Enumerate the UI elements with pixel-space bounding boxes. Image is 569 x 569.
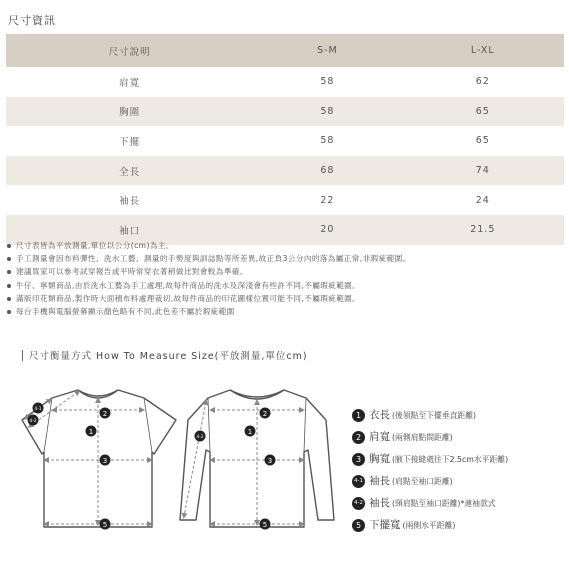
table-row (6, 126, 564, 156)
note-text: 每台手機與電腦螢幕顯示顏色略有不同,此色差不屬於瑕疵範圍 (16, 306, 235, 316)
legend-item (352, 426, 508, 448)
table-cell: 20 (253, 215, 401, 245)
table-cell: 74 (402, 156, 564, 186)
table-row (6, 67, 564, 97)
table-cell: 袖口 (6, 215, 253, 245)
table-cell: 下擺 (119, 136, 141, 148)
note-item (7, 292, 411, 305)
table-cell: 65 (475, 135, 490, 147)
note-text: 建議買家可以參考試穿報告或平時常穿衣著稍做比對會較為準確。 (16, 267, 248, 277)
measure-heading-text: 尺寸衡量方式 How To Measure Size(平放測量,單位cm) (29, 351, 308, 362)
note-item (7, 305, 411, 318)
legend-desc: (頸肩點至袖口距離)*連袖款式 (392, 499, 496, 508)
svg-text:1: 1 (247, 428, 253, 436)
table-cell: 24 (475, 194, 490, 206)
bullet-icon (7, 297, 11, 301)
number-badge-icon: 2 (352, 431, 365, 444)
table-header-row (6, 34, 564, 67)
table-cell: 肩寬 (119, 77, 141, 89)
legend-desc: (肩點至袖口距離) (392, 477, 453, 486)
legend-item (352, 492, 508, 514)
bullet-icon (7, 284, 11, 288)
legend-label: 衣長 (369, 409, 390, 421)
number-badge-icon: 1 (352, 409, 365, 422)
svg-text:4-1: 4-1 (34, 407, 42, 412)
legend-item (352, 404, 508, 426)
table-row (6, 97, 564, 127)
measurement-diagram (0, 380, 345, 540)
svg-text:2: 2 (262, 410, 268, 418)
note-text: 牛仔、寧類商品,由於洗水工藝為手工處理,故每件商品的洗水及深淺會有些許不同,不屬瑕疵範圍。 (16, 280, 361, 290)
notes-list (7, 239, 411, 318)
bullet-icon (7, 244, 11, 248)
table-cell: 58 (320, 135, 335, 147)
table-cell: 68 (253, 156, 401, 186)
legend-label: 下擺寬 (369, 519, 401, 531)
legend-item (352, 514, 508, 536)
note-text: 尺寸表皆為平放測量,單位以公分(cm)為主。 (16, 241, 174, 250)
table-cell: 58 (320, 76, 335, 88)
svg-text:1: 1 (88, 428, 94, 436)
table-cell: 全長 (6, 156, 253, 186)
legend-label: 袖長 (369, 497, 390, 509)
svg-text:4-2: 4-2 (196, 435, 204, 440)
svg-text:2: 2 (102, 410, 108, 418)
number-badge-icon: 3 (352, 453, 365, 466)
page-title: 尺寸資訊 (8, 14, 56, 27)
svg-text:4-2: 4-2 (29, 419, 37, 424)
note-text: 手工測量會因布料彈性、洗水工藝、測量的手勢度與訓誌點等所差異,故正負3公分內的落為屬正常,非瑕疵範圍。 (16, 254, 411, 264)
svg-text:3: 3 (102, 457, 108, 465)
note-item (7, 279, 411, 292)
legend-desc: (兩側水平距離) (402, 521, 456, 530)
table-header-cell: S-M (253, 34, 401, 67)
bullet-icon (7, 310, 11, 314)
note-text: 滿版印花類商品,製作時大面積布料處理裁切,故每件商品的印花圖樣位置可能不同,不屬瑕疵範圍。 (16, 293, 361, 303)
table-row (6, 156, 564, 186)
table-header-cell: L-XL (402, 34, 564, 67)
table-cell: 65 (402, 97, 564, 127)
legend-desc: (後領點至下擺垂直距離) (392, 411, 477, 420)
svg-text:3: 3 (267, 457, 273, 465)
note-item (7, 265, 411, 278)
heading-divider (22, 350, 23, 361)
size-table (6, 34, 564, 245)
table-cell: 袖長 (119, 196, 141, 208)
measure-heading (22, 348, 308, 362)
svg-text:5: 5 (262, 521, 268, 529)
legend-label: 袖長 (369, 475, 390, 487)
legend-desc: (腋下接縫處往下2.5cm水平距離) (392, 455, 509, 464)
measurement-legend (352, 404, 508, 536)
table-cell: 58 (253, 97, 401, 127)
legend-label: 胸寬 (369, 453, 390, 465)
table-cell: 62 (475, 76, 490, 88)
number-badge-icon: 4-1 (352, 475, 365, 488)
legend-item (352, 448, 508, 470)
legend-label: 肩寬 (369, 431, 390, 443)
table-cell: 胸圍 (6, 97, 253, 127)
note-item (7, 239, 411, 252)
svg-text:5: 5 (102, 521, 108, 529)
table-row (6, 185, 564, 215)
tshirt-outline (22, 390, 176, 527)
bullet-icon (7, 270, 11, 274)
legend-item (352, 470, 508, 492)
number-badge-icon: 4-2 (352, 497, 365, 510)
bullet-icon (7, 257, 11, 261)
table-cell: 21.5 (402, 215, 564, 245)
legend-desc: (兩側肩點間距離) (392, 433, 453, 442)
table-header-cell: 尺寸說明 (6, 34, 253, 67)
number-badge-icon: 5 (352, 519, 365, 532)
table-cell: 22 (320, 194, 335, 206)
note-item (7, 252, 411, 265)
